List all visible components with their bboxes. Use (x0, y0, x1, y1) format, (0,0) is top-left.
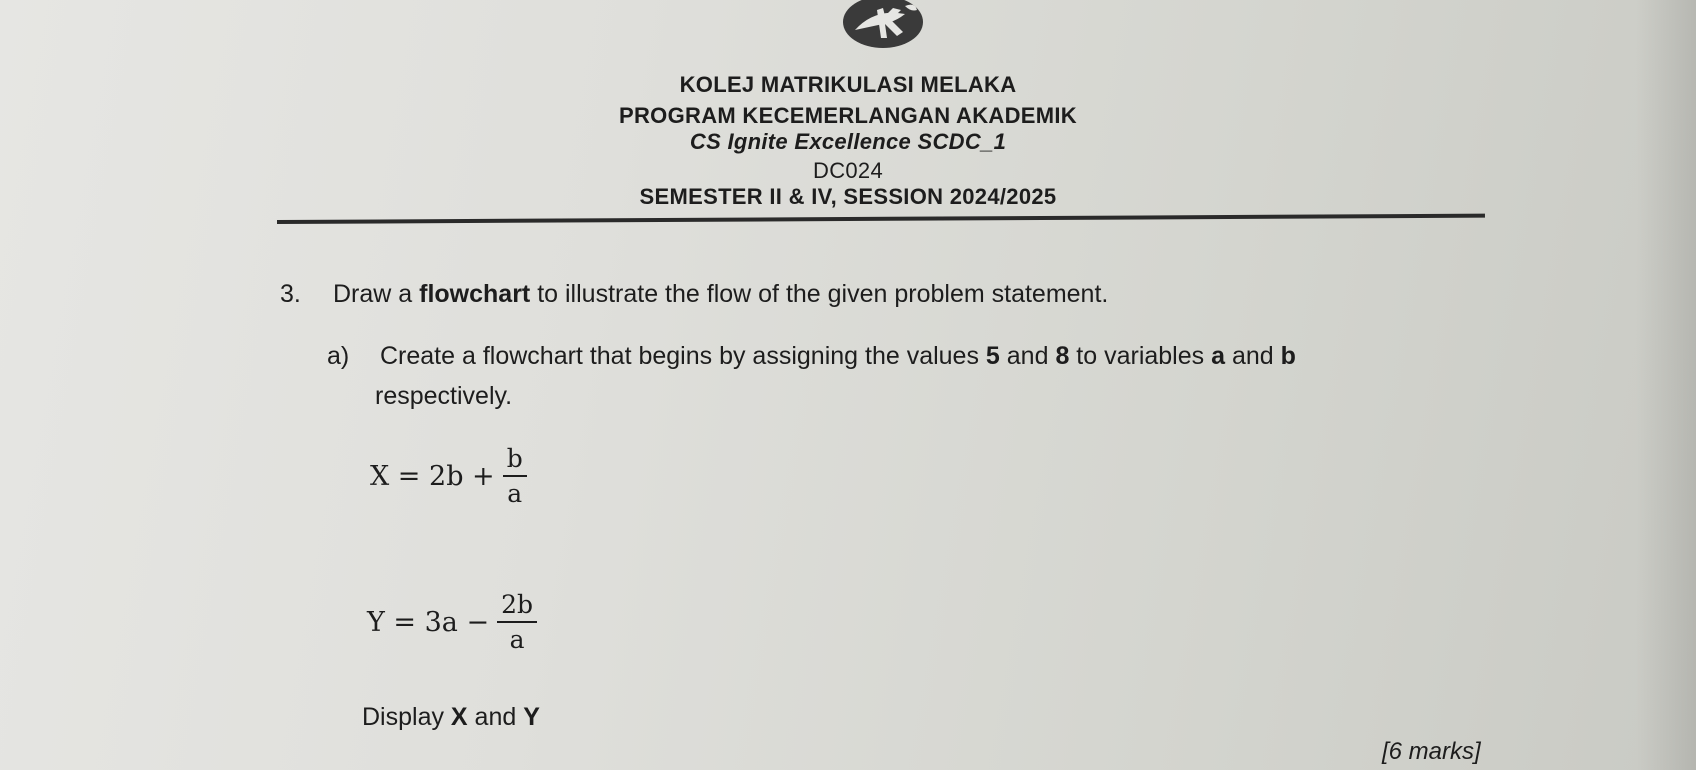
course-code: DC024 (813, 158, 883, 183)
formula-x-denominator: a (507, 479, 523, 508)
session-line: SEMESTER II & IV, SESSION 2024/2025 (639, 184, 1057, 209)
marks-label: [6 marks] (1382, 738, 1481, 765)
part-a-instruction-continued: respectively. (375, 382, 513, 410)
formula-x (370, 444, 527, 508)
formula-x-lhs: X = 2b + (370, 460, 495, 492)
formula-y-fraction (497, 590, 537, 654)
formula-y-denominator: a (509, 625, 525, 654)
formula-x-numerator: b (506, 444, 523, 473)
institution-name: KOLEJ MATRIKULASI MELAKA (679, 72, 1017, 97)
college-crest-icon (835, 0, 931, 62)
display-instruction: Display X and Y (362, 703, 540, 731)
program-name: PROGRAM KECEMERLANGAN AKADEMIK (619, 103, 1077, 128)
part-a-instruction: Create a flowchart that begins by assigning the values 5 and 8 to variables a and b (380, 342, 1296, 370)
header-divider (277, 214, 1485, 224)
formula-y (367, 590, 537, 654)
formula-x-fraction (503, 444, 527, 508)
question-statement: Draw a flowchart to illustrate the flow of the given problem statement. (333, 280, 1109, 308)
question-number: 3. (280, 280, 301, 308)
document-subtitle: CS Ignite Excellence SCDC_1 (689, 129, 1007, 154)
part-a-label: a) (327, 342, 350, 370)
formula-y-numerator: 2b (501, 590, 534, 619)
formula-y-lhs: Y = 3a − (367, 606, 490, 638)
